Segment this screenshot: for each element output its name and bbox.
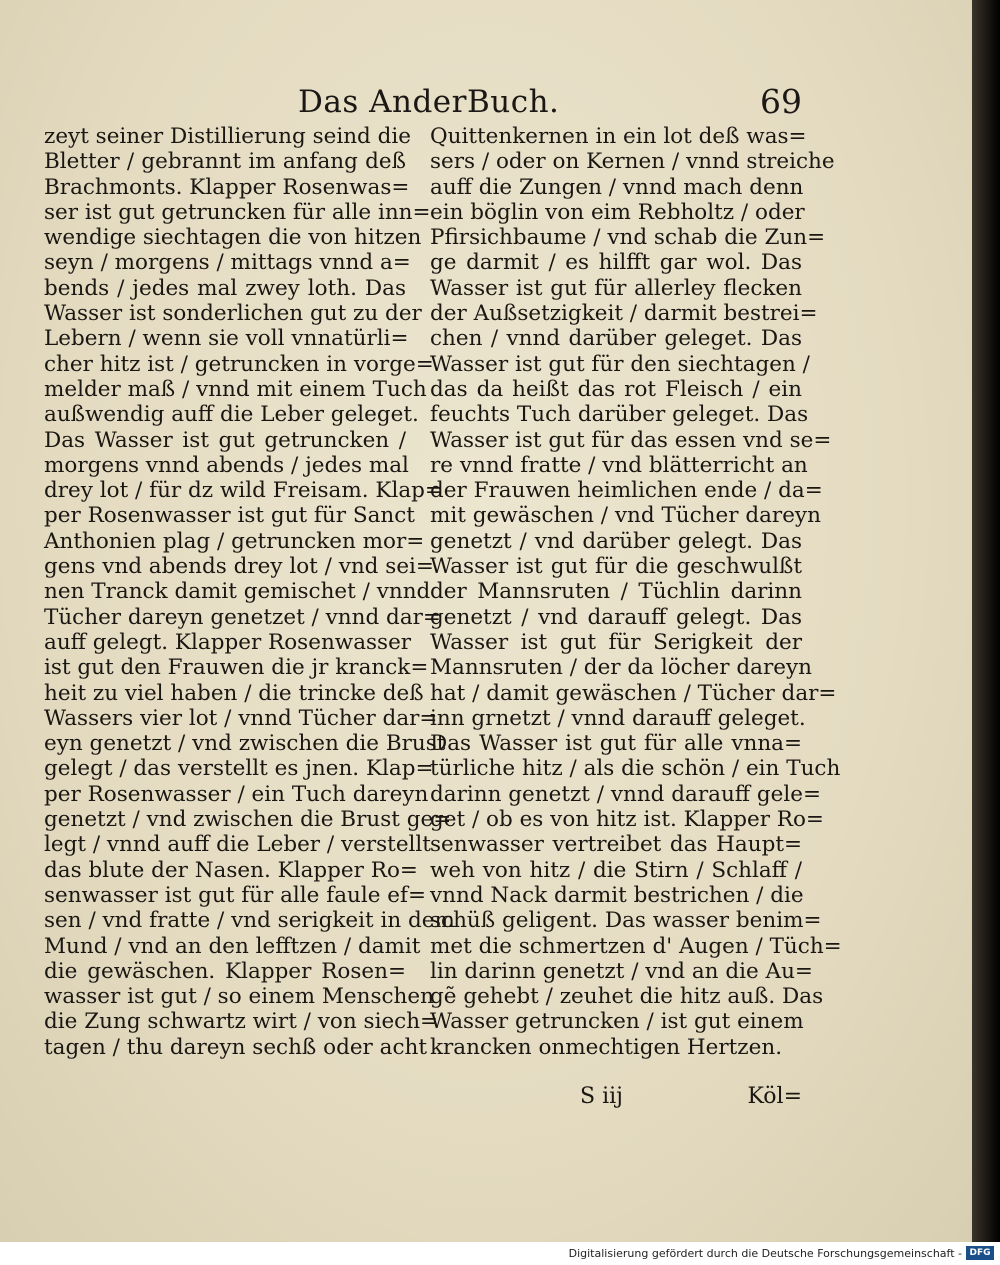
text-line: ge darmit / es hilfft gar wol. Das	[430, 250, 802, 276]
text-line: genetzt / vnd darüber gelegt. Das	[430, 528, 802, 554]
text-line: Wasser getruncken / ist gut einem	[430, 1009, 804, 1035]
digitization-footer	[0, 1242, 1000, 1265]
text-line: schüß geligent. Das wasser benim=	[430, 908, 822, 934]
text-line: legt / vnnd auff die Leber / verstellt	[44, 832, 431, 858]
text-line: der Frauwen heimlichen ende / da=	[430, 478, 823, 504]
text-line: re vnnd fratte / vnd blätterricht an	[430, 452, 808, 478]
text-line: mit gewäschen / vnd Tücher dareyn	[430, 503, 821, 529]
text-line: ser ist gut getruncken für alle inn=	[44, 199, 431, 225]
text-line: gens vnd abends drey lot / vnd sei=	[44, 554, 434, 580]
text-line: die Zung schwartz wirt / von siech=	[44, 1009, 439, 1035]
text-line: außwendig auff die Leber geleget.	[44, 402, 419, 428]
text-line: Bletter / gebrannt im anfang deß	[44, 149, 406, 175]
text-line: genetzt / vnd zwischen die Brust ge=	[44, 807, 452, 833]
text-line: Wasser ist gut für das essen vnd se=	[430, 427, 832, 453]
text-line: gelegt / das verstellt es jnen. Klap=	[44, 756, 434, 782]
left-text-column	[44, 124, 455, 1060]
text-line: das blute der Nasen. Klapper Ro=	[44, 857, 418, 883]
text-line: feuchts Tuch darüber geleget. Das	[430, 402, 809, 428]
text-line: auff gelegt. Klapper Rosenwasser	[44, 629, 412, 655]
text-line: vnnd Nack darmit bestrichen / die	[430, 882, 804, 908]
text-line: Wassers vier lot / vnnd Tücher dar=	[44, 705, 438, 731]
text-line: hat / damit gewäschen / Tücher dar=	[430, 680, 837, 706]
text-line: sers / oder on Kernen / vnnd streiche	[430, 149, 835, 175]
text-line: gẽ gehebt / zeuhet die hitz auß. Das	[430, 984, 824, 1010]
text-line: Brachmonts. Klapper Rosenwas=	[44, 174, 410, 200]
text-line: Wasser ist gut für Serigkeit der	[430, 629, 802, 655]
text-line: Quittenkernen in ein lot deß was=	[430, 124, 807, 149]
text-line: darinn genetzt / vnnd darauff gele=	[430, 781, 822, 807]
text-line: Pfirsichbaume / vnd schab die Zun=	[430, 225, 826, 251]
text-line: Mund / vnd an den lefftzen / damit	[44, 933, 421, 959]
text-line: senwasser ist gut für alle faule ef=	[44, 882, 426, 908]
text-line: Tücher dareyn genetzet / vnnd dar=	[44, 604, 441, 630]
text-line: per Rosenwasser ist gut für Sanct	[44, 503, 415, 529]
right-text-column	[430, 124, 842, 1060]
text-line: ist gut den Frauwen die jr kranck=	[44, 655, 429, 681]
page-foot	[430, 1084, 802, 1114]
text-line: bends / jedes mal zwey loth. Das	[44, 275, 406, 301]
text-line: türliche hitz / als die schön / ein Tuch	[430, 756, 841, 782]
text-line: Das Wasser ist gut für alle vnna=	[430, 731, 802, 757]
text-line: eyn genetzt / vnd zwischen die Brust	[44, 731, 446, 757]
text-line: Wasser ist gut für die geschwulßt	[430, 554, 802, 580]
text-line: heit zu viel haben / die trincke deß	[44, 680, 424, 706]
text-line: die gewäschen. Klapper Rosen=	[44, 958, 406, 984]
text-line: chen / vnnd darüber geleget. Das	[430, 326, 802, 352]
running-title: Das AnderBuch.	[298, 84, 560, 120]
text-line: wendige siechtagen die von hitzen	[44, 225, 422, 251]
page-header	[0, 80, 972, 126]
text-line: seyn / morgens / mittags vnnd a=	[44, 250, 411, 276]
text-line: tagen / thu dareyn sechß oder acht	[44, 1034, 428, 1060]
funding-notice: Digitalisierung gefördert durch die Deutsche Forschungsgemeinschaft -	[568, 1247, 962, 1260]
text-line: senwasser vertreibet das Haupt=	[430, 832, 802, 858]
catchword: Köl=	[747, 1084, 802, 1109]
text-line: nen Tranck damit gemischet / vnnd	[44, 579, 431, 605]
text-line: Wasser ist gut für den siechtagen /	[430, 351, 810, 377]
text-line: met die schmertzen d' Augen / Tüch=	[430, 933, 842, 959]
text-line: krancken onmechtigen Hertzen.	[430, 1034, 783, 1060]
text-line: inn grnetzt / vnnd darauff geleget.	[430, 705, 806, 731]
text-line: genetzt / vnd darauff gelegt. Das	[430, 604, 802, 630]
text-line: weh von hitz / die Stirn / Schlaff /	[430, 857, 802, 883]
text-line: Mannsruten / der da löcher dareyn	[430, 655, 812, 681]
text-line: Lebern / wenn sie voll vnnatürli=	[44, 326, 409, 352]
text-line: per Rosenwasser / ein Tuch dareyn	[44, 781, 429, 807]
page-edge-shadow	[972, 0, 1000, 1242]
text-line: drey lot / für dz wild Freisam. Klap=	[44, 478, 443, 504]
text-line: morgens vnnd abends / jedes mal	[44, 452, 409, 478]
text-line: sen / vnd fratte / vnd serigkeit in dem	[44, 908, 455, 934]
text-line: ein böglin von eim Rebholtz / oder	[430, 199, 805, 225]
dfg-logo: DFG	[966, 1246, 994, 1260]
text-line: auff die Zungen / vnnd mach denn	[430, 174, 804, 200]
text-line: das da heißt das rot Fleisch / ein	[430, 376, 802, 402]
text-line: Wasser ist sonderlichen gut zu der	[44, 301, 422, 327]
text-line: lin darinn genetzt / vnd an die Au=	[430, 958, 813, 984]
page-number: 69	[760, 82, 802, 121]
text-line: cher hitz ist / getruncken in vorge=	[44, 351, 434, 377]
text-line: get / ob es von hitz ist. Klapper Ro=	[430, 807, 824, 833]
text-line: melder maß / vnnd mit einem Tuch	[44, 376, 427, 402]
text-line: zeyt seiner Distillierung seind die	[44, 124, 412, 149]
text-line: der Außsetzigkeit / darmit bestrei=	[430, 301, 818, 327]
signature-mark: S iij	[580, 1084, 623, 1109]
text-line: wasser ist gut / so einem Menschen	[44, 984, 434, 1010]
text-line: Wasser ist gut für allerley flecken	[430, 275, 802, 301]
text-line: Anthonien plag / getruncken mor=	[44, 528, 425, 554]
text-line: der Mannsruten / Tüchlin darinn	[430, 579, 802, 605]
text-line: Das Wasser ist gut getruncken /	[44, 427, 406, 453]
